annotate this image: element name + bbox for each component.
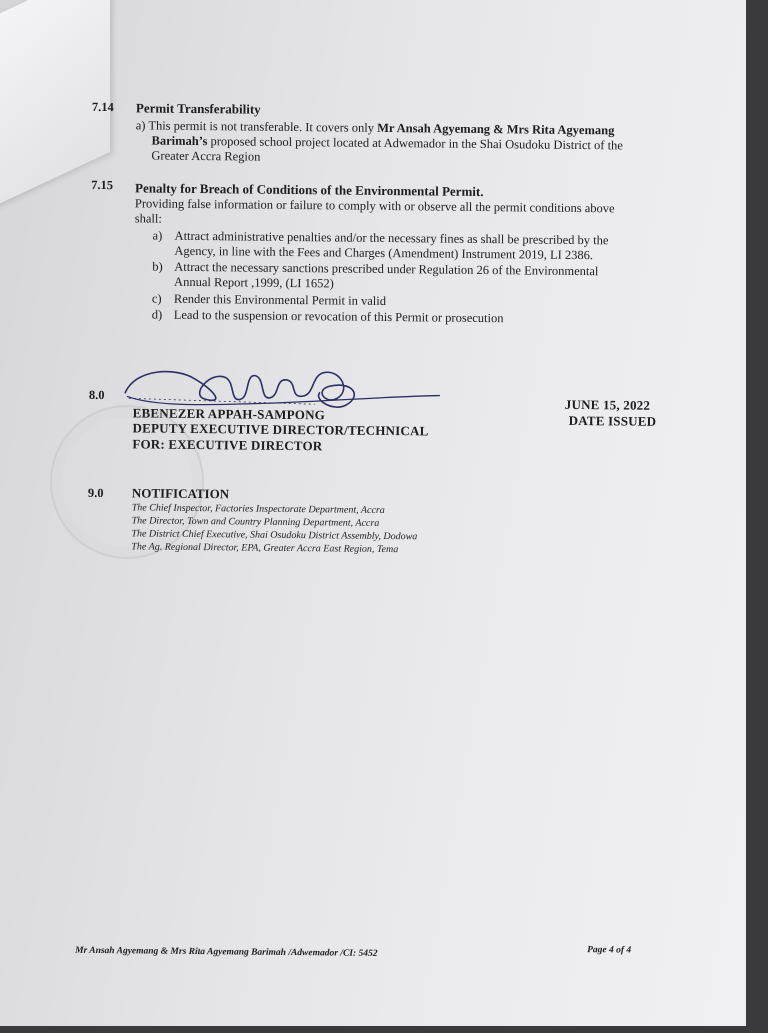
footer-reference: Mr Ansah Agyemang & Mrs Rita Agyemang Barimah /Adwemador /CI: 5452 <box>75 945 378 959</box>
section-7-15-heading: Penalty for Breach of Conditions of the Environmental Permit. <box>135 180 484 200</box>
signatory-name: EBENEZER APPAH-SAMPONG <box>132 405 326 423</box>
item-letter: a) <box>135 118 146 133</box>
section-7-14-heading: Permit Transferability <box>135 100 261 117</box>
penalty-item-a-line1: Attract administrative penalties and/or the necessary fines as shall be prescribed by the <box>174 228 609 248</box>
section-7-14-number: 7.14 <box>91 99 114 115</box>
penalty-item-letter: c) <box>151 291 162 306</box>
permit-text-line1: This permit is not transferable. It covers only <box>148 118 378 135</box>
penalty-item-a-line2: Agency, in line with the Fees and Charges (Amendment) Instrument 2019, LI 2386. <box>174 243 594 263</box>
section-7-14-line3: Greater Accra Region <box>151 148 261 164</box>
section-7-15-intro-line1: Providing false information or failure to comply with or observe all the permit conditions above <box>134 196 615 216</box>
penalty-item-c-line1: Render this Environmental Permit in valid <box>173 291 387 309</box>
section-8-number: 8.0 <box>88 387 105 403</box>
penalty-item-letter: a) <box>152 228 163 243</box>
notification-recipient: The Chief Inspector, Factories Inspectorate Department, Accra <box>131 502 385 517</box>
penalty-item-b-line1: Attract the necessary sanctions prescribed under Regulation 26 of the Environmental <box>174 259 599 279</box>
notification-recipient: The Ag. Regional Director, EPA, Greater Accra East Region, Tema <box>131 541 399 556</box>
permit-text-line2: proposed school project located at Adwemador in the Shai Osudoku District of the <box>207 134 623 153</box>
issue-date: JUNE 15, 2022 <box>564 396 651 413</box>
permit-holders: Mr Ansah Agyemang & Mrs Rita Agyemang <box>377 120 615 138</box>
notification-recipient: The Director, Town and Country Planning Department, Accra <box>131 515 380 529</box>
penalty-item-b-line2: Annual Report ,1999, (LI 1652) <box>174 274 334 291</box>
penalty-item-letter: d) <box>151 307 163 322</box>
notification-recipient: The District Chief Executive, Shai Osudoku District Assembly, Dodowa <box>131 528 418 543</box>
signatory-for: FOR: EXECUTIVE DIRECTOR <box>132 436 323 454</box>
penalty-item-letter: b) <box>152 259 163 274</box>
signatory-title: DEPUTY EXECUTIVE DIRECTOR/TECHNICAL <box>132 420 429 439</box>
section-9-number: 9.0 <box>87 485 104 501</box>
issue-date-label: DATE ISSUED <box>568 412 657 429</box>
section-7-15-number: 7.15 <box>91 177 114 193</box>
penalty-item-d-line1: Lead to the suspension or revocation of this Permit or prosecution <box>173 307 504 326</box>
page-number: Page 4 of 4 <box>587 945 632 956</box>
permit-holder-possessive: Barimah’s <box>151 133 208 149</box>
section-7-15-intro-line2: shall: <box>134 211 162 226</box>
signature-image <box>115 358 446 421</box>
notification-heading: NOTIFICATION <box>131 485 230 502</box>
